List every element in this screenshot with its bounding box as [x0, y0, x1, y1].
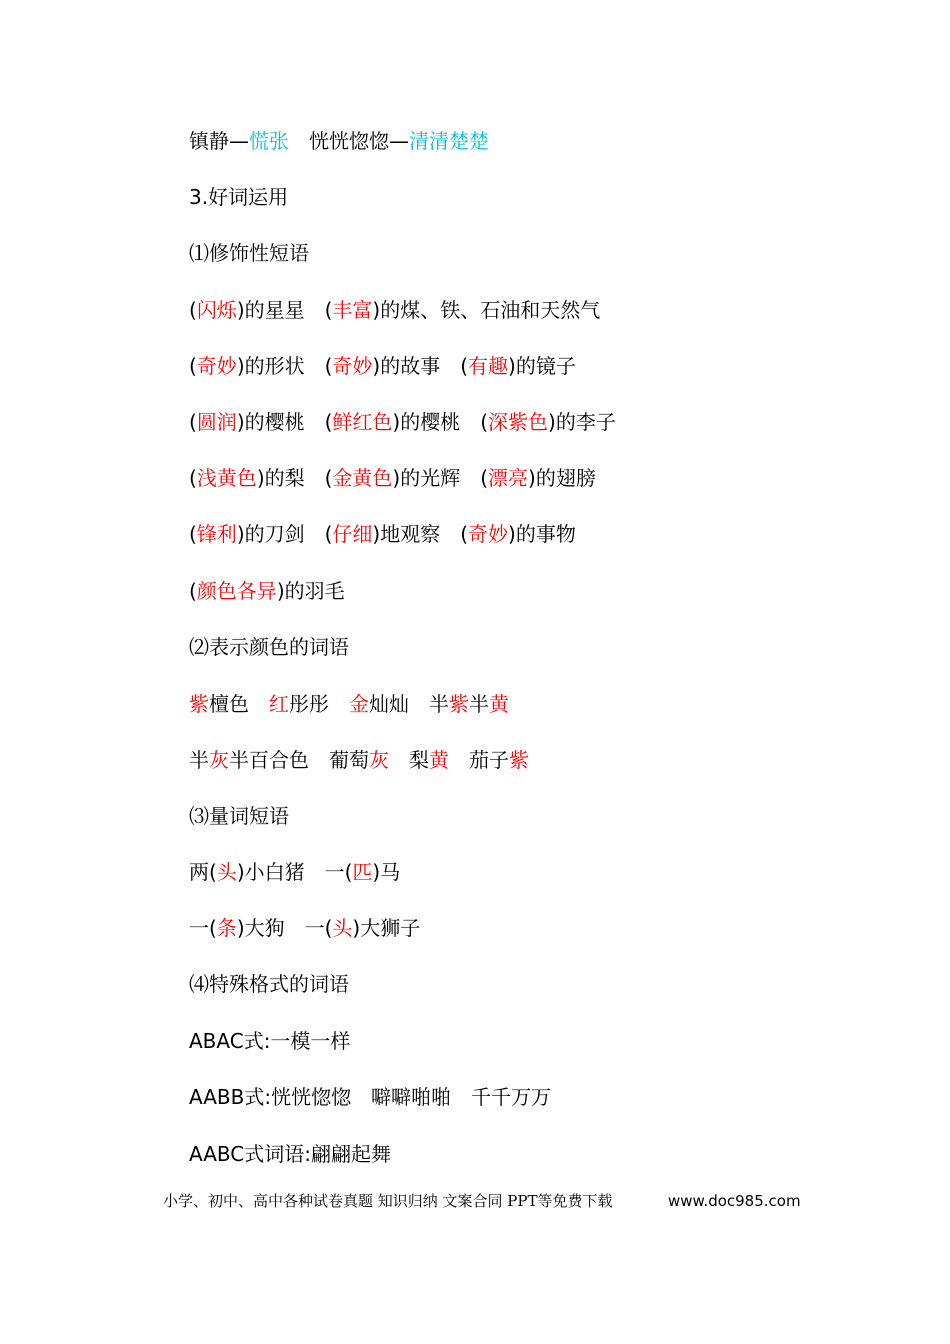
text-segment: )大狗 一( [236, 916, 333, 940]
text-segment: )大狮子 [352, 916, 421, 940]
highlighted-word: 紫 [509, 748, 529, 772]
text-segment: ⑵表示颜色的词语 [189, 635, 349, 659]
highlighted-word: 灰 [369, 748, 389, 772]
highlighted-word: 匹 [352, 860, 373, 884]
text-segment: ( [189, 298, 197, 322]
phrase-line-1 [189, 294, 600, 326]
text-segment: )的镜子 [508, 354, 576, 378]
highlighted-word: 圆润 [196, 410, 237, 434]
text-segment: )地观察 ( [372, 522, 469, 546]
text-segment: ( [189, 579, 197, 603]
format-aabc-line [189, 1138, 391, 1170]
color-words-line-1 [189, 688, 509, 720]
text-segment: )的星星 ( [236, 298, 333, 322]
phrase-line-2 [189, 350, 576, 382]
highlighted-word: 黄 [429, 748, 449, 772]
highlighted-word: 金 [349, 692, 369, 716]
highlighted-word: 有趣 [468, 354, 509, 378]
text-segment: ( [189, 466, 197, 490]
highlighted-word: 红 [269, 692, 289, 716]
text-segment: ⑶量词短语 [189, 804, 289, 828]
text-segment: )的翅膀 [528, 466, 596, 490]
text-segment: ( [189, 410, 197, 434]
highlighted-word: 清清楚楚 [409, 129, 489, 153]
text-segment: )的事物 [508, 522, 576, 546]
text-segment: AABC式词语:翩翩起舞 [189, 1142, 391, 1166]
text-segment: 茄子 [449, 748, 509, 772]
text-segment: 恍恍惚惚— [289, 129, 409, 153]
text-segment: ⑷特殊格式的词语 [189, 972, 349, 996]
text-segment: 一( [189, 916, 217, 940]
text-segment: ( [189, 354, 197, 378]
highlighted-word: 慌张 [249, 129, 289, 153]
highlighted-word: 奇妙 [468, 522, 509, 546]
text-segment: )马 [372, 860, 401, 884]
text-segment: )的煤、铁、石油和天然气 [372, 298, 601, 322]
highlighted-word: 金黄色 [332, 466, 393, 490]
subheading-measure-words [189, 800, 289, 832]
text-segment: )的形状 ( [236, 354, 333, 378]
highlighted-word: 黄 [489, 692, 509, 716]
text-segment: 半 [469, 692, 489, 716]
highlighted-word: 仔细 [332, 522, 373, 546]
phrase-line-4 [189, 462, 596, 494]
text-segment: 镇静— [189, 129, 249, 153]
highlighted-word: 紫 [449, 692, 469, 716]
text-segment: 半百合色 葡萄 [229, 748, 369, 772]
text-segment: )的羽毛 [276, 579, 345, 603]
highlighted-word: 头 [332, 916, 353, 940]
text-segment: 梨 [389, 748, 429, 772]
highlighted-word: 浅黄色 [196, 466, 257, 490]
section-heading-good-words [189, 181, 288, 213]
phrase-line-5 [189, 518, 576, 550]
text-segment: AABB式:恍恍惚惚 噼噼啪啪 千千万万 [189, 1085, 552, 1109]
subheading-special-formats [189, 968, 349, 1000]
text-segment: )的刀剑 ( [236, 522, 333, 546]
highlighted-word: 锋利 [196, 522, 237, 546]
text-segment: ( [189, 522, 197, 546]
color-words-line-2 [189, 744, 529, 776]
text-segment: )的故事 ( [372, 354, 469, 378]
text-segment: 半 [189, 748, 209, 772]
highlighted-word: 鲜红色 [332, 410, 393, 434]
text-segment: )的樱桃 ( [392, 410, 489, 434]
highlighted-word: 深紫色 [488, 410, 549, 434]
antonym-line [189, 125, 489, 157]
text-segment: )小白猪 一( [236, 860, 353, 884]
phrase-line-6 [189, 575, 345, 607]
measure-words-line-1 [189, 856, 400, 888]
text-segment: 3.好词运用 [189, 185, 289, 209]
text-segment: ABAC式:一模一样 [189, 1029, 351, 1053]
subheading-color-words [189, 631, 349, 663]
subheading-modifier-phrases [189, 237, 309, 269]
footer-note: 小学、初中、高中各种试卷真题 知识归纳 文案合同 PPT等免费下载 [163, 1192, 613, 1210]
measure-words-line-2 [189, 912, 420, 944]
text-segment: 檀色 [209, 692, 269, 716]
text-segment: ⑴修饰性短语 [189, 241, 309, 265]
highlighted-word: 奇妙 [196, 354, 237, 378]
highlighted-word: 颜色各异 [196, 579, 277, 603]
footer-url: www.doc985.com [668, 1192, 801, 1210]
text-segment: 两( [189, 860, 217, 884]
highlighted-word: 灰 [209, 748, 229, 772]
format-abac-line [189, 1025, 350, 1057]
phrase-line-3 [189, 406, 616, 438]
highlighted-word: 漂亮 [488, 466, 529, 490]
highlighted-word: 条 [216, 916, 237, 940]
highlighted-word: 丰富 [332, 298, 373, 322]
text-segment: 灿灿 半 [369, 692, 449, 716]
text-segment: )的李子 [548, 410, 616, 434]
highlighted-word: 头 [216, 860, 237, 884]
format-aabb-line [189, 1081, 551, 1113]
text-segment: )的梨 ( [256, 466, 333, 490]
highlighted-word: 奇妙 [332, 354, 373, 378]
text-segment: )的樱桃 ( [236, 410, 333, 434]
text-segment: )的光辉 ( [392, 466, 489, 490]
highlighted-word: 紫 [189, 692, 209, 716]
highlighted-word: 闪烁 [196, 298, 237, 322]
text-segment: 彤彤 [289, 692, 349, 716]
